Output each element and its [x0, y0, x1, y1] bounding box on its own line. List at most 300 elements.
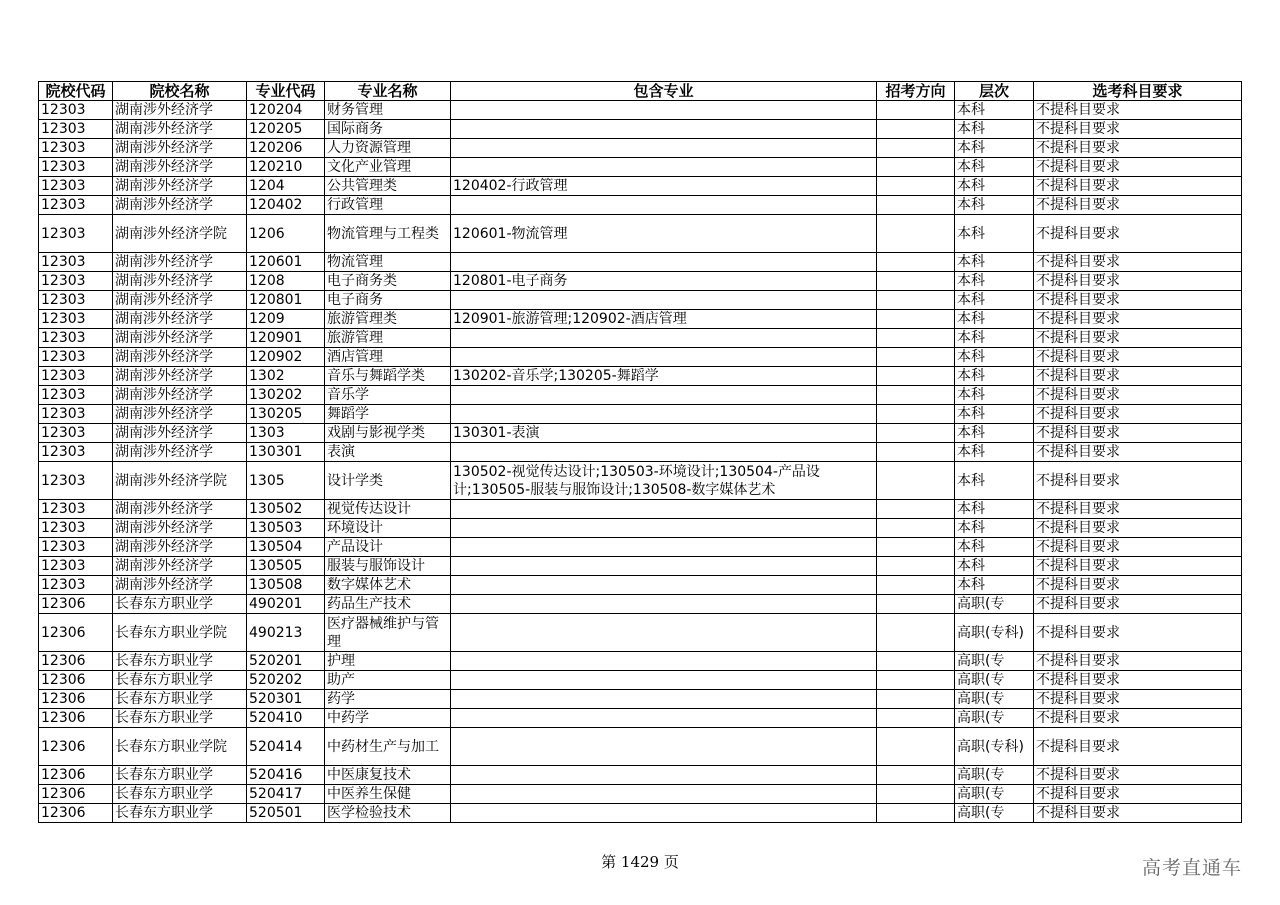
cell-school: 湖南涉外经济学: [113, 329, 247, 348]
cell-mcode: 520410: [247, 709, 325, 728]
cell-requirement: 不提科目要求: [1034, 766, 1242, 785]
cell-requirement: 不提科目要求: [1034, 709, 1242, 728]
table-row: [39, 310, 1242, 329]
table-row: [39, 443, 1242, 462]
cell-code: 12306: [39, 614, 113, 652]
cell-included: [451, 709, 877, 728]
table-row: [39, 291, 1242, 310]
table-row: [39, 804, 1242, 823]
cell-mcode: 130502: [247, 500, 325, 519]
cell-direction: [877, 728, 955, 766]
cell-included: [451, 443, 877, 462]
cell-school: 湖南涉外经济学: [113, 158, 247, 177]
cell-level: 本科: [955, 196, 1034, 215]
cell-direction: [877, 557, 955, 576]
cell-code: 12303: [39, 348, 113, 367]
table-row: [39, 386, 1242, 405]
cell-school: 长春东方职业学: [113, 804, 247, 823]
cell-code: 12303: [39, 291, 113, 310]
table-row: [39, 139, 1242, 158]
cell-mcode: 520501: [247, 804, 325, 823]
cell-mcode: 130505: [247, 557, 325, 576]
cell-code: 12303: [39, 310, 113, 329]
cell-direction: [877, 652, 955, 671]
cell-level: 高职(专科): [955, 728, 1034, 766]
cell-level: 本科: [955, 500, 1034, 519]
cell-mcode: 120210: [247, 158, 325, 177]
cell-level: 本科: [955, 519, 1034, 538]
cell-requirement: 不提科目要求: [1034, 652, 1242, 671]
cell-level: 本科: [955, 158, 1034, 177]
table-row: [39, 557, 1242, 576]
cell-major: 音乐与舞蹈学类: [325, 367, 451, 386]
cell-major: 旅游管理类: [325, 310, 451, 329]
cell-code: 12303: [39, 329, 113, 348]
cell-requirement: 不提科目要求: [1034, 215, 1242, 253]
cell-mcode: 1206: [247, 215, 325, 253]
cell-included: [451, 785, 877, 804]
cell-mcode: 120206: [247, 139, 325, 158]
cell-mcode: 520417: [247, 785, 325, 804]
cell-mcode: 520301: [247, 690, 325, 709]
cell-requirement: 不提科目要求: [1034, 671, 1242, 690]
cell-included: [451, 139, 877, 158]
cell-school: 湖南涉外经济学: [113, 538, 247, 557]
cell-included: [451, 500, 877, 519]
cell-direction: [877, 424, 955, 443]
table-row: [39, 348, 1242, 367]
cell-code: 12306: [39, 652, 113, 671]
cell-major: 电子商务类: [325, 272, 451, 291]
cell-code: 12303: [39, 405, 113, 424]
cell-requirement: 不提科目要求: [1034, 614, 1242, 652]
cell-requirement: 不提科目要求: [1034, 804, 1242, 823]
cell-major: 电子商务: [325, 291, 451, 310]
cell-school: 长春东方职业学: [113, 652, 247, 671]
table-row: [39, 671, 1242, 690]
cell-level: 本科: [955, 405, 1034, 424]
cell-school: 长春东方职业学院: [113, 728, 247, 766]
cell-included: [451, 519, 877, 538]
cell-school: 湖南涉外经济学: [113, 120, 247, 139]
cell-level: 本科: [955, 367, 1034, 386]
cell-code: 12306: [39, 804, 113, 823]
cell-mcode: 120601: [247, 253, 325, 272]
cell-code: 12303: [39, 386, 113, 405]
cell-major: 物流管理与工程类: [325, 215, 451, 253]
cell-requirement: 不提科目要求: [1034, 785, 1242, 804]
cell-level: 本科: [955, 272, 1034, 291]
cell-requirement: 不提科目要求: [1034, 500, 1242, 519]
cell-major: 助产: [325, 671, 451, 690]
cell-mcode: 120902: [247, 348, 325, 367]
cell-requirement: 不提科目要求: [1034, 405, 1242, 424]
cell-requirement: 不提科目要求: [1034, 367, 1242, 386]
cell-school: 湖南涉外经济学: [113, 101, 247, 120]
cell-level: 高职(专: [955, 785, 1034, 804]
cell-included: [451, 671, 877, 690]
cell-major: 音乐学: [325, 386, 451, 405]
table-body: [39, 101, 1242, 823]
page-number: 第 1429 页: [601, 853, 679, 871]
cell-school: 长春东方职业学: [113, 785, 247, 804]
header-school-code: 院校代码: [39, 82, 113, 101]
cell-requirement: 不提科目要求: [1034, 272, 1242, 291]
cell-requirement: 不提科目要求: [1034, 291, 1242, 310]
cell-direction: [877, 766, 955, 785]
cell-mcode: 1305: [247, 462, 325, 500]
table-row: [39, 614, 1242, 652]
cell-requirement: 不提科目要求: [1034, 196, 1242, 215]
cell-level: 本科: [955, 462, 1034, 500]
table-row: [39, 196, 1242, 215]
cell-level: 本科: [955, 424, 1034, 443]
cell-code: 12306: [39, 595, 113, 614]
table-row: [39, 253, 1242, 272]
cell-included: 120801-电子商务: [451, 272, 877, 291]
header-direction: 招考方向: [877, 82, 955, 101]
table-row: [39, 785, 1242, 804]
cell-major: 护理: [325, 652, 451, 671]
cell-direction: [877, 101, 955, 120]
table-row: [39, 576, 1242, 595]
cell-code: 12303: [39, 462, 113, 500]
cell-code: 12303: [39, 538, 113, 557]
cell-direction: [877, 196, 955, 215]
cell-included: [451, 386, 877, 405]
cell-mcode: 1204: [247, 177, 325, 196]
cell-mcode: 120204: [247, 101, 325, 120]
cell-major: 中药材生产与加工: [325, 728, 451, 766]
cell-school: 长春东方职业学: [113, 595, 247, 614]
cell-mcode: 1303: [247, 424, 325, 443]
cell-school: 湖南涉外经济学: [113, 291, 247, 310]
table-row: [39, 766, 1242, 785]
cell-direction: [877, 272, 955, 291]
cell-school: 湖南涉外经济学: [113, 367, 247, 386]
cell-mcode: 120801: [247, 291, 325, 310]
cell-code: 12306: [39, 728, 113, 766]
table-header-row: [39, 82, 1242, 101]
cell-mcode: 520414: [247, 728, 325, 766]
cell-requirement: 不提科目要求: [1034, 120, 1242, 139]
cell-code: 12303: [39, 215, 113, 253]
table-row: [39, 101, 1242, 120]
cell-direction: [877, 310, 955, 329]
table-row: [39, 272, 1242, 291]
cell-major: 数字媒体艺术: [325, 576, 451, 595]
cell-level: 本科: [955, 177, 1034, 196]
cell-requirement: 不提科目要求: [1034, 557, 1242, 576]
cell-requirement: 不提科目要求: [1034, 595, 1242, 614]
cell-code: 12306: [39, 709, 113, 728]
cell-included: [451, 557, 877, 576]
cell-included: [451, 196, 877, 215]
cell-school: 湖南涉外经济学: [113, 424, 247, 443]
table-row: [39, 690, 1242, 709]
cell-requirement: 不提科目要求: [1034, 424, 1242, 443]
cell-level: 本科: [955, 576, 1034, 595]
cell-direction: [877, 215, 955, 253]
cell-major: 财务管理: [325, 101, 451, 120]
cell-direction: [877, 367, 955, 386]
table-row: [39, 652, 1242, 671]
cell-included: [451, 253, 877, 272]
cell-school: 湖南涉外经济学: [113, 310, 247, 329]
cell-code: 12303: [39, 519, 113, 538]
cell-direction: [877, 500, 955, 519]
cell-code: 12303: [39, 101, 113, 120]
cell-mcode: 1208: [247, 272, 325, 291]
cell-included: [451, 595, 877, 614]
cell-requirement: 不提科目要求: [1034, 538, 1242, 557]
cell-included: [451, 158, 877, 177]
cell-major: 药品生产技术: [325, 595, 451, 614]
cell-major: 服装与服饰设计: [325, 557, 451, 576]
cell-included: [451, 348, 877, 367]
cell-direction: [877, 329, 955, 348]
table-row: [39, 424, 1242, 443]
cell-included: 120601-物流管理: [451, 215, 877, 253]
admission-table: [38, 81, 1242, 823]
table-row: [39, 500, 1242, 519]
cell-major: 产品设计: [325, 538, 451, 557]
cell-school: 湖南涉外经济学院: [113, 462, 247, 500]
cell-level: 本科: [955, 329, 1034, 348]
cell-level: 本科: [955, 386, 1034, 405]
cell-level: 本科: [955, 557, 1034, 576]
cell-included: [451, 766, 877, 785]
cell-school: 长春东方职业学院: [113, 614, 247, 652]
cell-school: 湖南涉外经济学: [113, 405, 247, 424]
cell-mcode: 130301: [247, 443, 325, 462]
cell-major: 视觉传达设计: [325, 500, 451, 519]
cell-requirement: 不提科目要求: [1034, 386, 1242, 405]
cell-major: 中医康复技术: [325, 766, 451, 785]
cell-major: 物流管理: [325, 253, 451, 272]
table-row: [39, 462, 1242, 500]
cell-level: 本科: [955, 101, 1034, 120]
header-level: 层次: [955, 82, 1034, 101]
cell-level: 高职(专: [955, 766, 1034, 785]
cell-mcode: 520416: [247, 766, 325, 785]
table-row: [39, 120, 1242, 139]
cell-direction: [877, 671, 955, 690]
table-row: [39, 405, 1242, 424]
cell-included: 120901-旅游管理;120902-酒店管理: [451, 310, 877, 329]
cell-direction: [877, 386, 955, 405]
cell-mcode: 130508: [247, 576, 325, 595]
cell-code: 12303: [39, 557, 113, 576]
cell-school: 湖南涉外经济学: [113, 272, 247, 291]
table-row: [39, 595, 1242, 614]
cell-code: 12303: [39, 139, 113, 158]
header-major-name: 专业名称: [325, 82, 451, 101]
cell-level: 高职(专: [955, 652, 1034, 671]
cell-major: 中药学: [325, 709, 451, 728]
cell-school: 长春东方职业学: [113, 766, 247, 785]
table-row: [39, 329, 1242, 348]
cell-mcode: 490201: [247, 595, 325, 614]
cell-code: 12303: [39, 424, 113, 443]
cell-direction: [877, 576, 955, 595]
table-row: [39, 728, 1242, 766]
cell-major: 医疗器械维护与管理: [325, 614, 451, 652]
cell-mcode: 490213: [247, 614, 325, 652]
cell-level: 本科: [955, 139, 1034, 158]
cell-level: 本科: [955, 253, 1034, 272]
cell-code: 12303: [39, 120, 113, 139]
cell-code: 12303: [39, 272, 113, 291]
table-row: [39, 177, 1242, 196]
cell-mcode: 520202: [247, 671, 325, 690]
cell-direction: [877, 614, 955, 652]
cell-level: 高职(专: [955, 804, 1034, 823]
cell-code: 12303: [39, 576, 113, 595]
cell-school: 湖南涉外经济学: [113, 253, 247, 272]
cell-major: 旅游管理: [325, 329, 451, 348]
cell-code: 12303: [39, 196, 113, 215]
cell-included: [451, 652, 877, 671]
cell-major: 国际商务: [325, 120, 451, 139]
table-row: [39, 519, 1242, 538]
cell-mcode: 120901: [247, 329, 325, 348]
cell-major: 环境设计: [325, 519, 451, 538]
cell-requirement: 不提科目要求: [1034, 329, 1242, 348]
cell-requirement: 不提科目要求: [1034, 519, 1242, 538]
cell-included: 130202-音乐学;130205-舞蹈学: [451, 367, 877, 386]
watermark-logo: 高考直通车: [1142, 857, 1243, 879]
cell-included: 130301-表演: [451, 424, 877, 443]
cell-school: 长春东方职业学: [113, 671, 247, 690]
cell-requirement: 不提科目要求: [1034, 348, 1242, 367]
cell-mcode: 130202: [247, 386, 325, 405]
cell-mcode: 120205: [247, 120, 325, 139]
cell-level: 本科: [955, 348, 1034, 367]
cell-requirement: 不提科目要求: [1034, 443, 1242, 462]
cell-included: [451, 329, 877, 348]
cell-major: 酒店管理: [325, 348, 451, 367]
header-major-code: 专业代码: [247, 82, 325, 101]
cell-major: 表演: [325, 443, 451, 462]
cell-requirement: 不提科目要求: [1034, 310, 1242, 329]
cell-level: 高职(专: [955, 595, 1034, 614]
cell-direction: [877, 804, 955, 823]
cell-school: 湖南涉外经济学: [113, 576, 247, 595]
cell-included: 120402-行政管理: [451, 177, 877, 196]
cell-requirement: 不提科目要求: [1034, 101, 1242, 120]
cell-level: 本科: [955, 310, 1034, 329]
cell-direction: [877, 139, 955, 158]
cell-direction: [877, 519, 955, 538]
cell-level: 高职(专: [955, 709, 1034, 728]
cell-direction: [877, 709, 955, 728]
cell-requirement: 不提科目要求: [1034, 139, 1242, 158]
cell-requirement: 不提科目要求: [1034, 576, 1242, 595]
cell-level: 本科: [955, 443, 1034, 462]
cell-code: 12306: [39, 671, 113, 690]
cell-level: 本科: [955, 538, 1034, 557]
cell-code: 12303: [39, 253, 113, 272]
cell-requirement: 不提科目要求: [1034, 177, 1242, 196]
cell-code: 12303: [39, 443, 113, 462]
cell-major: 中医养生保健: [325, 785, 451, 804]
cell-included: [451, 576, 877, 595]
cell-school: 湖南涉外经济学: [113, 500, 247, 519]
cell-included: [451, 291, 877, 310]
cell-major: 戏剧与影视学类: [325, 424, 451, 443]
cell-level: 高职(专: [955, 690, 1034, 709]
cell-school: 长春东方职业学: [113, 690, 247, 709]
cell-level: 高职(专: [955, 671, 1034, 690]
cell-direction: [877, 538, 955, 557]
cell-requirement: 不提科目要求: [1034, 462, 1242, 500]
cell-school: 湖南涉外经济学: [113, 348, 247, 367]
cell-major: 公共管理类: [325, 177, 451, 196]
cell-code: 12303: [39, 500, 113, 519]
cell-direction: [877, 158, 955, 177]
cell-major: 文化产业管理: [325, 158, 451, 177]
cell-mcode: 130504: [247, 538, 325, 557]
cell-included: [451, 101, 877, 120]
table-row: [39, 215, 1242, 253]
cell-school: 湖南涉外经济学院: [113, 215, 247, 253]
cell-direction: [877, 253, 955, 272]
cell-code: 12306: [39, 785, 113, 804]
cell-level: 本科: [955, 215, 1034, 253]
cell-mcode: 130205: [247, 405, 325, 424]
cell-direction: [877, 120, 955, 139]
cell-code: 12306: [39, 690, 113, 709]
cell-direction: [877, 785, 955, 804]
cell-direction: [877, 405, 955, 424]
cell-school: 湖南涉外经济学: [113, 443, 247, 462]
cell-included: [451, 804, 877, 823]
cell-direction: [877, 595, 955, 614]
cell-major: 医学检验技术: [325, 804, 451, 823]
cell-direction: [877, 462, 955, 500]
cell-included: [451, 690, 877, 709]
cell-included: [451, 405, 877, 424]
cell-direction: [877, 291, 955, 310]
cell-major: 设计学类: [325, 462, 451, 500]
cell-school: 湖南涉外经济学: [113, 386, 247, 405]
cell-school: 湖南涉外经济学: [113, 139, 247, 158]
cell-major: 人力资源管理: [325, 139, 451, 158]
cell-mcode: 130503: [247, 519, 325, 538]
cell-code: 12303: [39, 158, 113, 177]
cell-direction: [877, 177, 955, 196]
cell-requirement: 不提科目要求: [1034, 158, 1242, 177]
table-row: [39, 158, 1242, 177]
cell-major: 药学: [325, 690, 451, 709]
cell-requirement: 不提科目要求: [1034, 690, 1242, 709]
cell-included: [451, 614, 877, 652]
cell-included: 130502-视觉传达设计;130503-环境设计;130504-产品设计;130505-服装与服饰设计;130508-数字媒体艺术: [451, 462, 877, 500]
cell-code: 12306: [39, 766, 113, 785]
cell-mcode: 1302: [247, 367, 325, 386]
cell-major: 舞蹈学: [325, 405, 451, 424]
header-subject-requirement: 选考科目要求: [1034, 82, 1242, 101]
cell-school: 湖南涉外经济学: [113, 557, 247, 576]
cell-included: [451, 538, 877, 557]
cell-included: [451, 728, 877, 766]
cell-level: 高职(专科): [955, 614, 1034, 652]
cell-school: 湖南涉外经济学: [113, 196, 247, 215]
cell-mcode: 520201: [247, 652, 325, 671]
header-school-name: 院校名称: [113, 82, 247, 101]
cell-level: 本科: [955, 291, 1034, 310]
